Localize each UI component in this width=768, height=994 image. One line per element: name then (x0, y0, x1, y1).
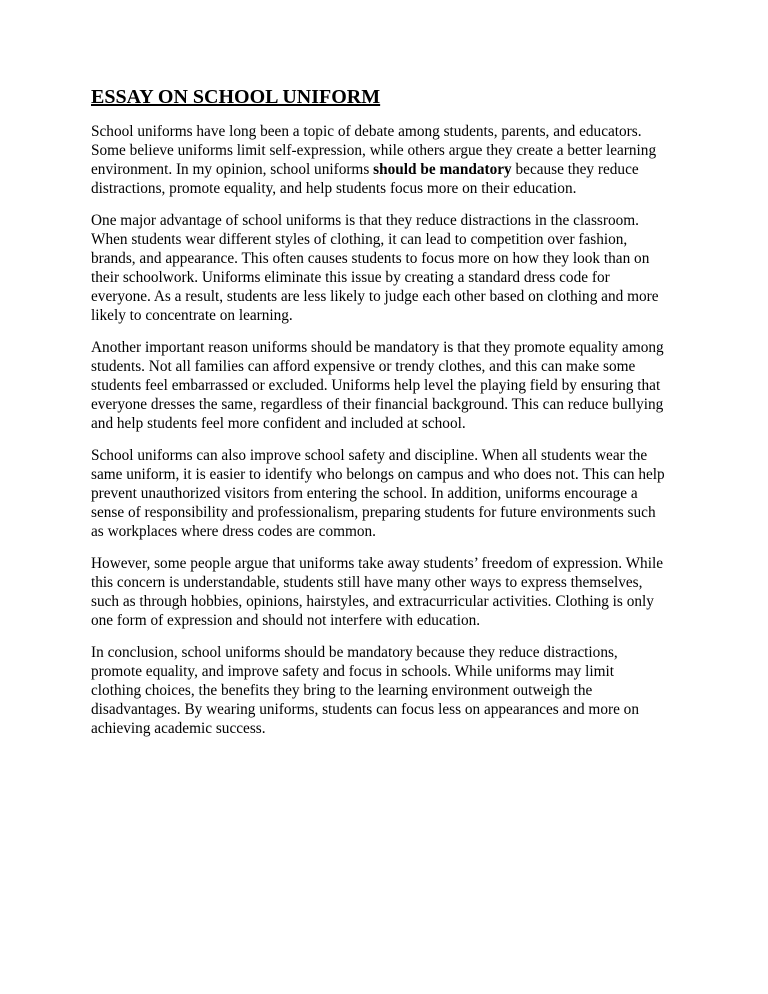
bold-emphasis: should be mandatory (373, 161, 512, 178)
text-line: In conclusion, school uniforms should be mandatory because they reduce distractions, (91, 644, 618, 661)
essay-body (91, 211, 665, 738)
text-line: One major advantage of school uniforms is that they reduce distractions in the classroom. (91, 212, 639, 229)
text-line: However, some people argue that uniforms take away students’ freedom of expression. While (91, 555, 663, 572)
essay-title: ESSAY ON SCHOOL UNIFORM (91, 86, 381, 108)
text-line: as workplaces where dress codes are common. (91, 523, 377, 540)
text-line: prevent unauthorized visitors from entering the school. In addition, uniforms encourage a (91, 485, 638, 502)
text-line: one form of expression and should not interfere with education. (91, 612, 481, 629)
text-line: and help students feel more confident and included at school. (91, 415, 466, 432)
intro-paragraph (91, 122, 665, 198)
text-line: such as through hobbies, opinions, hairstyles, and extracurricular activities. Clothing is only (91, 593, 654, 610)
text-line: disadvantages. By wearing uniforms, students can focus less on appearances and more on (91, 701, 639, 718)
text-line: School uniforms have long been a topic of debate among students, parents, and educators. (91, 123, 642, 140)
text-line: Some believe uniforms limit self-expression, while others argue they create a better learning (91, 142, 657, 159)
text-line: distractions, promote equality, and help students focus more on their education. (91, 180, 577, 197)
text-line: sense of responsibility and professionalism, preparing students for future environments such (91, 504, 656, 521)
text-line: likely to concentrate on learning. (91, 307, 293, 324)
text-line: same uniform, it is easier to identify who belongs on campus and who does not. This can help (91, 466, 665, 483)
text-line: achieving academic success. (91, 720, 266, 737)
text-line: their schoolwork. Uniforms eliminate this issue by creating a standard dress code for (91, 269, 610, 286)
text-line: School uniforms can also improve school safety and discipline. When all students wear the (91, 447, 648, 464)
body-paragraph (91, 211, 665, 325)
text-line: promote equality, and improve safety and focus in schools. While uniforms may limit (91, 663, 614, 680)
body-paragraph (91, 554, 665, 630)
text-segment: environment. In my opinion, school uniforms (91, 161, 374, 178)
text-line: this concern is understandable, students still have many other ways to express themselves, (91, 574, 643, 591)
body-paragraph (91, 446, 665, 541)
body-paragraph (91, 338, 665, 433)
text-segment: because they reduce (511, 161, 639, 178)
text-line: clothing choices, the benefits they bring to the learning environment outweigh the (91, 682, 593, 699)
text-line: everyone. As a result, students are less likely to judge each other based on clothing and more (91, 288, 659, 305)
text-line: students. Not all families can afford expensive or trendy clothes, and this can make some (91, 358, 636, 375)
text-line: brands, and appearance. This often causes students to focus more on how they look than on (91, 250, 650, 267)
text-line: students feel embarrassed or excluded. Uniforms help level the playing field by ensuring that (91, 377, 661, 394)
body-paragraph (91, 643, 665, 738)
text-line: Another important reason uniforms should be mandatory is that they promote equality among (91, 339, 664, 356)
text-line (91, 160, 665, 179)
document-page (91, 84, 665, 751)
text-line: When students wear different styles of clothing, it can lead to competition over fashion, (91, 231, 628, 248)
text-line: everyone dresses the same, regardless of their financial background. This can reduce bullying (91, 396, 664, 413)
